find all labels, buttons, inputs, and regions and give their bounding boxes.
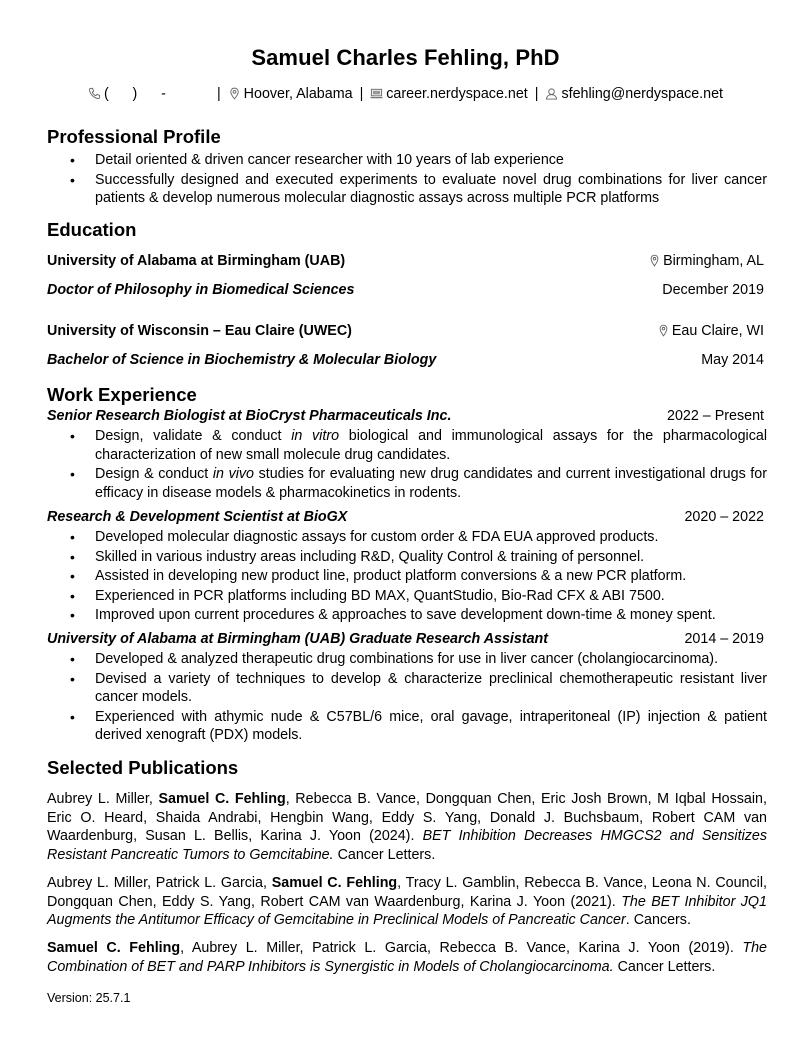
school-location [658,323,764,339]
location-text: Hoover, Alabama [243,86,353,102]
separator: | [216,86,221,102]
phone-icon [88,87,101,100]
degree-date: May 2014 [701,352,764,368]
location-pin-icon [649,254,660,267]
list-item: • Skilled in various industry areas including R&D, Quality Control & training of personnel. [47,548,767,567]
job-dates: 2022 – Present [667,408,764,424]
job-dates: 2014 – 2019 [684,631,764,647]
website-icon [370,87,383,100]
degree-date: December 2019 [662,282,764,298]
job-bullets [47,427,767,503]
list-item: • Successfully designed and executed experiments to evaluate novel drug combinations for liver cancer patients & develop numerous molecular diagnostic assays across multiple PCR platforms [47,171,767,208]
email-link[interactable]: sfehling@nerdyspace.net [561,86,724,102]
publication-item: Samuel C. Fehling, Aubrey L. Miller, Patrick L. Garcia, Rebecca B. Vance, Karina J. Yoon (2019). The Combination of BET and PARP Inhibitors is Synergistic in Models of Cholangiocarcinoma. Cancer Letters. [47,940,767,975]
email-icon [545,87,558,100]
phone-number: ( ) - [103,86,166,102]
list-item: • Detail oriented & driven cancer researcher with 10 years of lab experience [47,151,767,170]
school-location [649,253,764,269]
list-item: • Assisted in developing new product line, product platform conversions & a new PCR platform. [47,567,767,586]
job-bullets [47,528,767,626]
job-title: Research & Development Scientist at BioGX [47,509,348,525]
location-pin-icon [658,324,669,337]
publication-item: Aubrey L. Miller, Samuel C. Fehling, Rebecca B. Vance, Dongquan Chen, Eric Josh Brown, M Iqbal Hossain, Eric O. Heard, Shaida Andrabi, Hengbin Wang, Eddy S. Yang, Donald J. Buchsbaum, Robert CAM van Waardenburg, Susan L. Bellis, Karina J. Yoon (2024). BET Inhibition Decreases HMGCS2 and Sensitizes Resistant Pancreatic Tumors to Gemcitabine. Cancer Letters. [47,791,767,863]
school-name: University of Alabama at Birmingham (UAB) [47,253,346,269]
contact-line [0,86,811,102]
list-item: • Experienced in PCR platforms including BD MAX, QuantStudio, Bio-Rad CFX & ABI 7500. [47,587,767,606]
profile-list [47,151,767,209]
list-item: • Design, validate & conduct in vitro biological and immunological assays for the pharmacological characterization of new small molecule drug candidates. [47,427,767,464]
section-title-profile: Professional Profile [47,126,221,147]
location-pin-icon [228,87,241,100]
section-title-work: Work Experience [47,384,197,405]
candidate-name: Samuel Charles Fehling, PhD [251,45,560,70]
job-bullets [47,650,767,746]
location-text: Eau Claire, WI [671,323,764,339]
list-item: • Experienced with athymic nude & C57BL/6 mice, oral gavage, intraperitoneal (IP) injection & patient derived xenograft (PDX) models. [47,708,767,745]
list-item: • Improved upon current procedures & approaches to save development down-time & money spent. [47,606,767,625]
school-name: University of Wisconsin – Eau Claire (UWEC) [47,323,352,339]
section-title-publications: Selected Publications [47,757,239,778]
website-link[interactable]: career.nerdyspace.net [386,86,528,102]
section-title-education: Education [47,219,137,240]
separator: | [359,86,364,102]
job-dates: 2020 – 2022 [684,509,764,525]
degree-name: Bachelor of Science in Biochemistry & Molecular Biology [47,352,437,368]
job-title: University of Alabama at Birmingham (UAB) Graduate Research Assistant [47,631,549,647]
list-item: • Devised a variety of techniques to develop & characterize preclinical chemotherapeutic resistant liver cancer models. [47,670,767,707]
separator: | [534,86,539,102]
job-title: Senior Research Biologist at BioCryst Pharmaceuticals Inc. [47,408,452,424]
publication-item: Aubrey L. Miller, Patrick L. Garcia, Samuel C. Fehling, Tracy L. Gamblin, Rebecca B. Vance, Leona N. Council, Dongquan Chen, Eddy S. Yang, Robert CAM van Waardenburg, Karina J. Yoon (2021). The BET Inhibitor JQ1 Augments the Antitumor Efficacy of Gemcitabine in Preclinical Models of Pancreatic Cancer. Cancers. [47,875,767,928]
location-text: Birmingham, AL [663,253,764,269]
degree-name: Doctor of Philosophy in Biomedical Sciences [47,282,355,298]
version-label: Version: 25.7.1 [47,991,131,1005]
list-item: • Developed & analyzed therapeutic drug combinations for use in liver cancer (cholangiocarcinoma). [47,650,767,669]
list-item: • Developed molecular diagnostic assays for custom order & FDA EUA approved products. [47,528,767,547]
list-item: • Design & conduct in vivo studies for evaluating new drug candidates and current investigational drugs for efficacy in disease models & pharmacokinetics in rodents. [47,465,767,502]
